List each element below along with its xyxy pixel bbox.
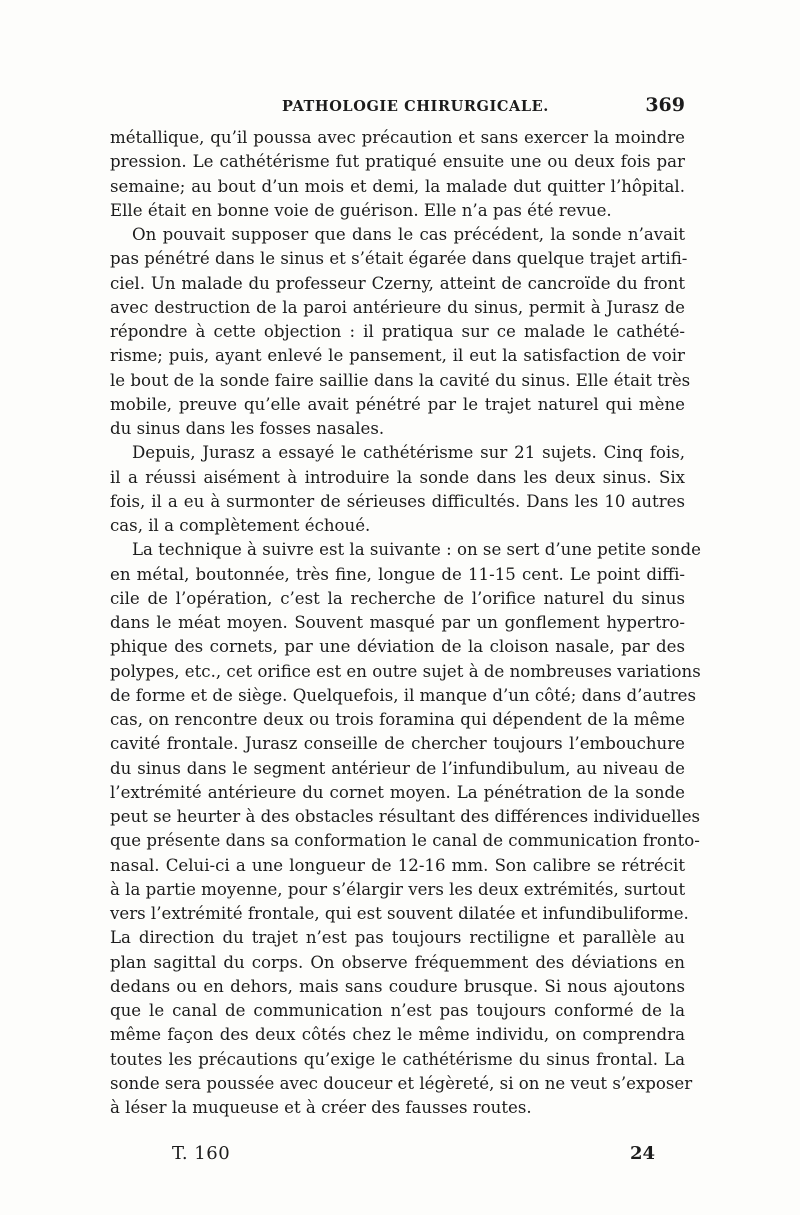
text-line: du sinus dans le segment antérieur de l’infundibulum, au niveau de (110, 758, 685, 778)
paragraph (110, 538, 701, 1120)
text-line: pas pénétré dans le sinus et s’était égarée dans quelque trajet artifi- (110, 249, 688, 269)
text-line: le bout de la sonde faire saillie dans la cavité du sinus. Elle était très (110, 370, 691, 390)
paragraph (110, 441, 685, 538)
text-line: La direction du trajet n’est pas toujours rectiligne et parallèle au (110, 928, 685, 948)
text-line: sonde sera poussée avec douceur et légèreté, si on ne veut s’exposer (110, 1073, 693, 1093)
text-line: avec destruction de la paroi antérieure du sinus, permit à Jurasz de (110, 297, 685, 317)
text-line: mobile, preuve qu’elle avait pénétré par le trajet naturel qui mène (110, 394, 685, 414)
text-line: cas, il a complètement échoué. (110, 516, 371, 535)
text-line: phique des cornets, par une déviation de la cloison nasale, par des (110, 637, 685, 657)
text-line: métallique, qu’il poussa avec précaution et sans exercer la moindre (110, 128, 685, 147)
text-line: ciel. Un malade du professeur Czerny, atteint de cancroïde du front (110, 273, 685, 293)
text-line: dans le méat moyen. Souvent masqué par un gonflement hypertro- (110, 613, 685, 632)
text-line: cas, on rencontre deux ou trois foramina qui dépendent de la même (110, 710, 685, 729)
text-line: que le canal de communication n’est pas toujours conformé de la (110, 1001, 685, 1020)
text-line: l’extrémité antérieure du cornet moyen. La pénétration de la sonde (110, 782, 685, 802)
text-line: On pouvait supposer que dans le cas précédent, la sonde n’avait (132, 225, 685, 244)
text-line: cavité frontale. Jurasz conseille de chercher toujours l’embouchure (110, 734, 685, 754)
text-line: vers l’extrémité frontale, qui est souvent dilatée et infundibuliforme. (110, 904, 689, 923)
text-line: il a réussi aisément à introduire la sonde dans les deux sinus. Six (110, 467, 685, 487)
text-line: de forme et de siège. Quelquefois, il manque d’un côté; dans d’autres (110, 685, 696, 705)
text-line: Depuis, Jurasz a essayé le cathétérisme sur 21 sujets. Cinq fois, (132, 443, 685, 463)
text-line: même façon des deux côtés chez le même individu, on comprendra (110, 1025, 685, 1045)
text-line: toutes les précautions qu’exige le cathétérisme du sinus frontal. La (110, 1049, 685, 1069)
text-line: risme; puis, ayant enlevé le pansement, il eut la satisfaction de voir (110, 346, 685, 366)
text-line: nasal. Celui-ci a une longueur de 12-16 mm. Son calibre se rétrécit (110, 855, 685, 875)
text-line: pression. Le cathétérisme fut pratiqué ensuite une ou deux fois par (110, 152, 685, 172)
text-line: dedans ou en dehors, mais sans coudure brusque. Si nous ajoutons (110, 976, 685, 996)
text-line: La technique à suivre est la suivante : on se sert d’une petite sonde (132, 540, 701, 560)
signature-mark: T. 160 (172, 1143, 231, 1164)
running-head: PATHOLOGIE CHIRURGICALE. (282, 98, 549, 115)
text-line: semaine; au bout d’un mois et demi, la malade dut quitter l’hôpital. (110, 176, 685, 196)
page-number: 369 (645, 94, 685, 116)
text-line: à la partie moyenne, pour s’élargir vers les deux extrémités, surtout (110, 879, 686, 899)
text-line: peut se heurter à des obstacles résultant des différences individuelles (110, 807, 701, 826)
text-line: à léser la muqueuse et à créer des fausses routes. (110, 1098, 532, 1117)
text-line: que présente dans sa conformation le canal de communication fronto- (110, 831, 700, 851)
page-footer (110, 1143, 685, 1171)
text-line: du sinus dans les fosses nasales. (110, 419, 385, 438)
text-line: en métal, boutonnée, très fine, longue de 11-15 cent. Le point diffi- (110, 564, 685, 584)
sheet-number: 24 (629, 1143, 655, 1164)
paragraph (110, 126, 685, 223)
text-line: plan sagittal du corps. On observe fréquemment des déviations en (110, 952, 685, 972)
paragraph (110, 223, 691, 441)
text-line: Elle était en bonne voie de guérison. Elle n’a pas été revue. (110, 200, 612, 220)
page-header (110, 94, 685, 124)
text-line: cile de l’opération, c’est la recherche de l’orifice naturel du sinus (110, 588, 685, 608)
text-line: fois, il a eu à surmonter de sérieuses difficultés. Dans les 10 autres (110, 491, 685, 511)
text-line: polypes, etc., cet orifice est en outre sujet à de nombreuses variations (110, 661, 701, 681)
body-text (110, 126, 701, 1120)
text-line: répondre à cette objection : il pratiqua sur ce malade le cathété- (110, 322, 685, 341)
